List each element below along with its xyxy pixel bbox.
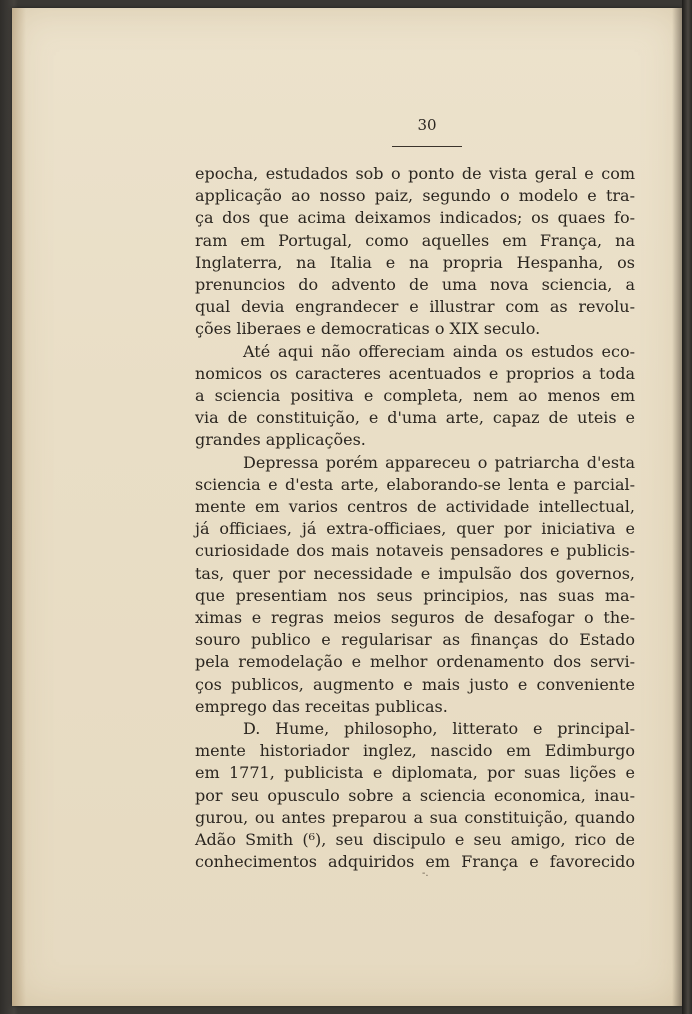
text-line: via de constituição, e d'uma arte, capaz de uteis e <box>195 408 635 428</box>
text-line: applicação ao nosso paiz, segundo o modelo e tra- <box>195 186 635 206</box>
text-line: D. Hume, philosopho, litterato e principal- <box>243 719 635 739</box>
text-line: prenuncios do advento de uma nova sciencia, a <box>195 275 635 295</box>
text-line: já officiaes, já extra-officiaes, quer por iniciativa e <box>195 519 635 539</box>
ink-smudge: -. <box>422 868 429 879</box>
book-page <box>12 8 682 1006</box>
text-line: ram em Portugal, como aquelles em França, na <box>195 230 635 250</box>
text-line: epocha, estudados sob o ponto de vista geral e com <box>195 164 635 183</box>
text-line: qual devia engrandecer e illustrar com as revolu- <box>195 297 635 317</box>
text-line: Até aqui não offereciam ainda os estudos eco- <box>243 341 635 361</box>
text-line: Inglaterra, na Italia e na propria Hespanha, os <box>195 252 635 272</box>
body-text <box>195 163 635 874</box>
text-line: a sciencia positiva e completa, nem ao menos em <box>195 386 635 406</box>
text-line: curiosidade dos mais notaveis pensadores e publicis- <box>195 541 635 561</box>
text-line: em 1771, publicista e diplomata, por suas lições e <box>195 763 635 783</box>
text-line: emprego das receitas publicas. <box>195 696 448 716</box>
page-number: 30 <box>417 116 437 134</box>
text-line: souro publico e regularisar as finanças do Estado <box>195 630 635 650</box>
text-line: ça dos que acima deixamos indicados; os quaes fo- <box>195 208 635 228</box>
text-line: tas, quer por necessidade e impulsão dos governos, <box>195 563 635 583</box>
text-line: mente em varios centros de actividade intellectual, <box>195 497 635 517</box>
book-edge <box>682 0 692 1014</box>
page-number-rule <box>392 146 462 147</box>
text-line: gurou, ou antes preparou a sua constituição, quando <box>195 807 635 827</box>
text-line: conhecimentos adquiridos em França e favorecido <box>195 852 635 872</box>
text-line: Depressa porém appareceu o patriarcha d'esta <box>243 452 635 472</box>
text-line: sciencia e d'esta arte, elaborando-se lenta e parcial- <box>195 474 635 494</box>
text-line: Adão Smith (⁶), seu discipulo e seu amigo, rico de <box>195 830 635 850</box>
text-line: ções liberaes e democraticas o XIX seculo. <box>195 319 541 339</box>
text-line: grandes applicações. <box>195 430 366 450</box>
text-line: por seu opusculo sobre a sciencia economica, inau- <box>195 785 635 805</box>
text-line: ximas e regras meios seguros de desafogar o the- <box>195 608 635 628</box>
text-line: que presentiam nos seus principios, nas suas ma- <box>195 585 635 605</box>
text-line: ços publicos, augmento e mais justo e conveniente <box>195 674 635 694</box>
text-line: pela remodelação e melhor ordenamento dos servi- <box>195 652 635 672</box>
text-line: nomicos os caracteres acentuados e proprios a toda <box>195 363 635 383</box>
text-line: mente historiador inglez, nascido em Edimburgo <box>195 741 635 761</box>
